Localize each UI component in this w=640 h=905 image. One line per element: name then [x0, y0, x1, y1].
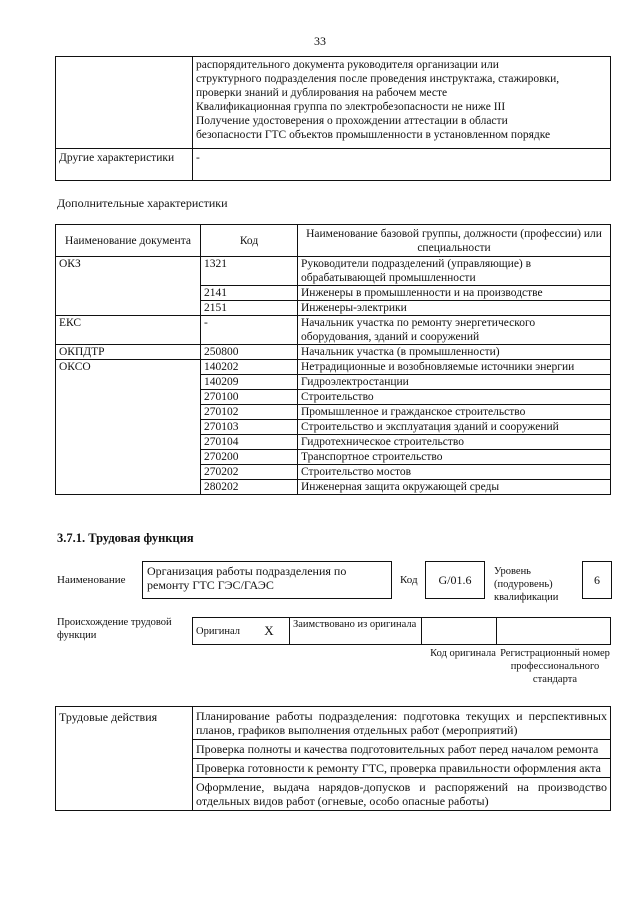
borrowed-label: Заимствовано из оригинала [290, 618, 422, 645]
code-cell: 270104 [201, 435, 298, 450]
name-cell: Инженеры в промышленности и на производстве [298, 286, 611, 301]
code-cell: 140202 [201, 360, 298, 375]
name-cell: Промышленное и гражданское строительство [298, 405, 611, 420]
table-body [56, 257, 611, 495]
code-cell: 270202 [201, 465, 298, 480]
code-cell: 270100 [201, 390, 298, 405]
code-cell: 1321 [201, 257, 298, 286]
action-item: Проверка готовности к ремонту ГТС, проверка правильности оформления акта [193, 759, 611, 778]
table-row [193, 618, 611, 645]
actions-label: Трудовые действия [56, 707, 193, 811]
name-cell: Нетрадиционные и возобновляемые источники энергии [298, 360, 611, 375]
text-line: структурного подразделения после проведения инструктажа, стажировки, [196, 73, 560, 85]
code-label: Код [400, 574, 418, 586]
code-cell: 2141 [201, 286, 298, 301]
text-line: безопасности ГТС объектов промышленности в установленном порядке [196, 129, 551, 141]
doc-cell: ЕКС [56, 316, 201, 345]
table-row [56, 257, 611, 286]
doc-cell: ОКСО [56, 360, 201, 495]
name-label: Наименование [57, 574, 126, 586]
table-header-row [56, 225, 611, 257]
name-cell: Строительство мостов [298, 465, 611, 480]
code-cell: 2151 [201, 301, 298, 316]
section-title: 3.7.1. Трудовая функция [57, 531, 194, 545]
name-cell: Транспортное строительство [298, 450, 611, 465]
action-item: Планирование работы подразделения: подготовка текущих и перспективных планов, графиков выполнения отдельных работ (мероприятий) [193, 707, 611, 740]
table-cell [193, 57, 611, 149]
code-cell: 270103 [201, 420, 298, 435]
actions-table [55, 706, 611, 811]
table-row [56, 316, 611, 345]
name-cell: Начальник участка по ремонту энергетического оборудования, зданий и сооружений [298, 316, 611, 345]
code-cell: - [201, 316, 298, 345]
function-name: Организация работы подразделения по ремонту ГТС ГЭС/ГАЭС [147, 564, 347, 592]
function-code: G/01.6 [438, 573, 472, 587]
text-line: Квалификационная группа по электробезопасности не ниже III [196, 101, 506, 113]
name-cell: Строительство [298, 390, 611, 405]
table-row [56, 360, 611, 375]
function-name-box [142, 561, 392, 599]
name-cell: Инженеры-электрики [298, 301, 611, 316]
name-cell: Гидроэлектростанции [298, 375, 611, 390]
text-line: проверки знаний и дублирования на рабочем месте [196, 87, 448, 99]
doc-cell: ОКПДТР [56, 345, 201, 360]
code-caption: Код оригинала [430, 648, 496, 659]
origin-label: Происхождение трудовой функции [57, 617, 172, 641]
code-cell: 270102 [201, 405, 298, 420]
text-line: распорядительного документа руководителя организации или [196, 59, 499, 71]
original-mark: X [249, 618, 290, 645]
column-header: Наименование базовой группы, должности (профессии) или специальности [298, 225, 611, 257]
row-value: - [193, 149, 611, 181]
code-cell: 270200 [201, 450, 298, 465]
doc-cell: ОКЗ [56, 257, 201, 316]
top-characteristics-table [55, 56, 611, 181]
table-row [56, 345, 611, 360]
function-code-box [425, 561, 485, 599]
name-cell: Строительство и эксплуатация зданий и сооружений [298, 420, 611, 435]
table-row [56, 149, 611, 181]
action-item: Проверка полноты и качества подготовительных работ перед началом ремонта [193, 740, 611, 759]
row-label: Другие характеристики [56, 149, 193, 181]
reg-caption: Регистрационный номер профессионального стандарта [500, 648, 610, 685]
column-header: Наименование документа [56, 225, 201, 257]
section-subtitle: Дополнительные характеристики [57, 196, 228, 210]
name-cell: Гидротехническое строительство [298, 435, 611, 450]
code-cell: 250800 [201, 345, 298, 360]
column-header: Код [201, 225, 298, 257]
text-line: Получение удостоверения о прохождении аттестации в области [196, 115, 508, 127]
level-label: Уровень (подуровень) квалификации [494, 566, 559, 603]
additional-table [55, 224, 611, 495]
level-value: 6 [594, 573, 600, 587]
action-item: Оформление, выдача нарядов-допусков и распоряжений на производство отдельных видов работ (огневые, особо опасные работы) [193, 778, 611, 811]
origin-reg-cell [497, 618, 611, 645]
code-cell: 280202 [201, 480, 298, 495]
level-box [582, 561, 612, 599]
table-cell [56, 57, 193, 149]
code-cell: 140209 [201, 375, 298, 390]
name-cell: Руководители подразделений (управляющие) в обрабатывающей промышленности [298, 257, 611, 286]
origin-code-cell [422, 618, 497, 645]
origin-table [192, 617, 611, 645]
original-label: Оригинал [193, 618, 250, 645]
table-row [56, 707, 611, 740]
name-cell: Начальник участка (в промышленности) [298, 345, 611, 360]
table-row [56, 57, 611, 149]
name-cell: Инженерная защита окружающей среды [298, 480, 611, 495]
page-number: 33 [314, 34, 326, 48]
